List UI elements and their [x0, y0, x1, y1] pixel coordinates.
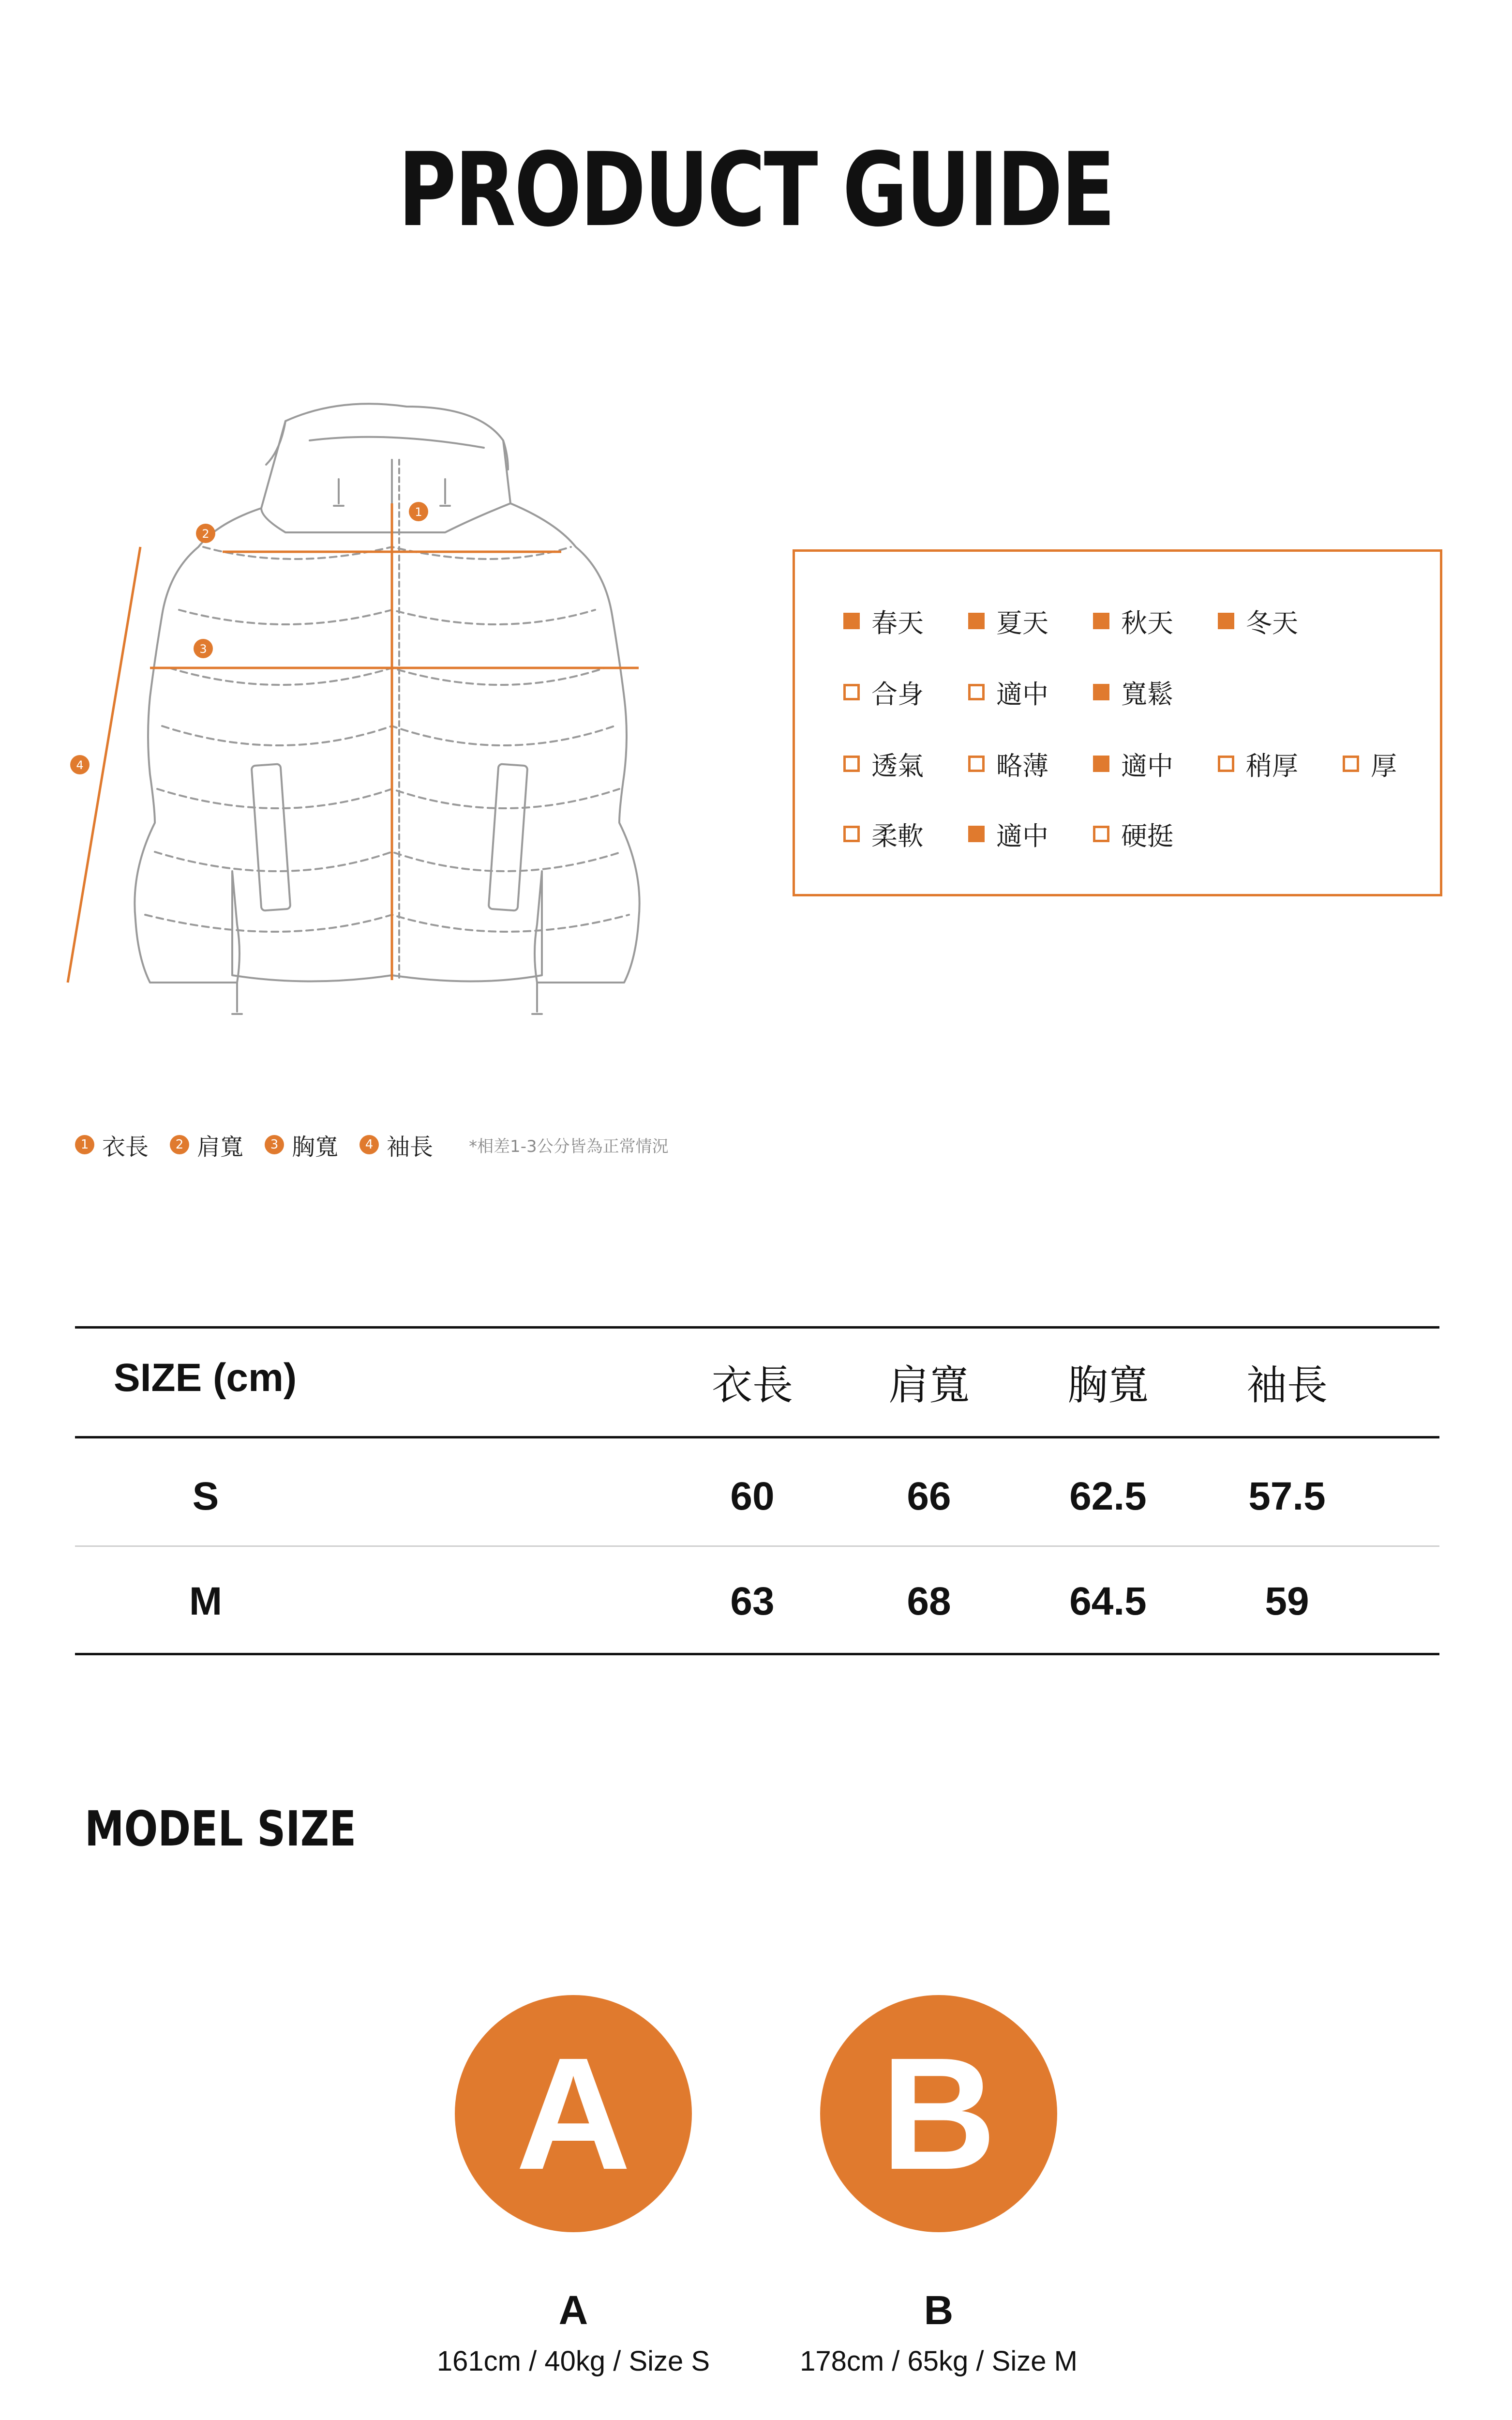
legend-label: 胸寬 [292, 1133, 339, 1161]
model-a-badge: A [455, 1995, 692, 2232]
legend-item [265, 1128, 338, 1162]
checkbox-icon [1093, 756, 1109, 772]
checkbox-icon [843, 756, 860, 772]
size-column-header: SIZE (cm) [114, 1356, 297, 1400]
model-a-description: 161cm / 40kg / Size S [436, 2345, 710, 2377]
model-size-title: MODEL SIZE [85, 1800, 357, 1857]
attr-item [843, 604, 924, 638]
table-header-rule [75, 1436, 1439, 1438]
attr-item [968, 675, 1048, 709]
size-label: M [189, 1579, 223, 1623]
table-row-rule [75, 1545, 1439, 1547]
attr-label: 透氣 [871, 750, 924, 781]
legend-label: 袖長 [387, 1133, 434, 1161]
checkbox-icon [968, 756, 985, 772]
model-a-name: A [558, 2287, 588, 2333]
attr-label: 適中 [996, 679, 1048, 710]
table-cell: 57.5 [1248, 1474, 1326, 1518]
checkbox-icon [1093, 684, 1109, 700]
attr-label: 略薄 [996, 750, 1048, 781]
checkbox-icon [968, 684, 985, 700]
model-b-badge: B [820, 1995, 1057, 2232]
measurement-legend [75, 1130, 669, 1159]
checkbox-icon [843, 613, 860, 629]
table-top-rule [75, 1326, 1439, 1329]
column-header: 袖長 [1246, 1361, 1328, 1409]
size-label: S [192, 1474, 219, 1518]
attribute-panel [793, 549, 1442, 896]
marker-1-label: 1 [415, 505, 422, 519]
attr-item [968, 817, 1048, 851]
attr-label: 夏天 [996, 607, 1048, 638]
table-cell: 64.5 [1069, 1579, 1147, 1623]
table-cell: 63 [730, 1579, 775, 1623]
column-header: 肩寬 [888, 1361, 970, 1409]
tolerance-note: *相差1-3公分皆為正常情況 [469, 1136, 669, 1156]
number-badge: 3 [265, 1135, 284, 1154]
page-title: PRODUCT GUIDE [398, 131, 1114, 249]
attr-label: 硬挺 [1121, 820, 1173, 851]
attr-label: 適中 [996, 820, 1048, 851]
number-badge: 4 [359, 1135, 379, 1154]
checkbox-icon [1093, 826, 1109, 842]
attr-label: 冬天 [1246, 607, 1298, 638]
number-badge: 2 [170, 1135, 189, 1154]
checkbox-icon [1218, 756, 1234, 772]
number-badge: 1 [75, 1135, 94, 1154]
attr-label: 寬鬆 [1121, 679, 1173, 710]
table-cell: 60 [730, 1474, 775, 1518]
attr-item [1093, 817, 1173, 851]
checkbox-icon [1218, 613, 1234, 629]
attr-label: 秋天 [1121, 607, 1173, 638]
attr-item [1093, 675, 1173, 709]
table-cell: 68 [907, 1579, 951, 1623]
attr-item [1093, 604, 1173, 638]
attr-item [843, 747, 924, 781]
marker-4-label: 4 [76, 758, 84, 772]
checkbox-icon [968, 613, 985, 629]
attr-item [1218, 604, 1298, 638]
attr-item [968, 604, 1048, 638]
attr-item [843, 817, 924, 851]
legend-label: 衣長 [102, 1133, 149, 1161]
checkbox-icon [1343, 756, 1359, 772]
legend-label: 肩寬 [197, 1133, 244, 1161]
jacket-diagram [58, 387, 687, 1031]
table-bottom-rule [75, 1653, 1439, 1655]
attr-label: 柔軟 [871, 820, 924, 851]
attr-item [1093, 747, 1173, 781]
column-header: 胸寬 [1067, 1361, 1149, 1409]
model-b-description: 178cm / 65kg / Size M [800, 2345, 1078, 2377]
table-cell: 66 [907, 1474, 951, 1518]
table-cell: 62.5 [1069, 1474, 1147, 1518]
legend-item [170, 1128, 243, 1162]
legend-item [75, 1128, 149, 1162]
marker-2-label: 2 [202, 527, 210, 541]
checkbox-icon [843, 684, 860, 700]
checkbox-icon [843, 826, 860, 842]
attr-label: 適中 [1121, 750, 1173, 781]
attr-label: 厚 [1371, 750, 1397, 781]
checkbox-icon [1093, 613, 1109, 629]
column-header: 衣長 [711, 1361, 793, 1409]
attr-item [968, 747, 1048, 781]
model-b-name: B [924, 2287, 954, 2333]
attr-item [1218, 747, 1298, 781]
attr-item [843, 675, 924, 709]
attr-item [1343, 747, 1397, 781]
attr-label: 春天 [871, 607, 924, 638]
marker-3-label: 3 [199, 642, 207, 656]
attr-label: 合身 [871, 679, 924, 710]
attr-label: 稍厚 [1246, 750, 1298, 781]
table-cell: 59 [1265, 1579, 1309, 1623]
legend-item [359, 1128, 433, 1162]
checkbox-icon [968, 826, 985, 842]
